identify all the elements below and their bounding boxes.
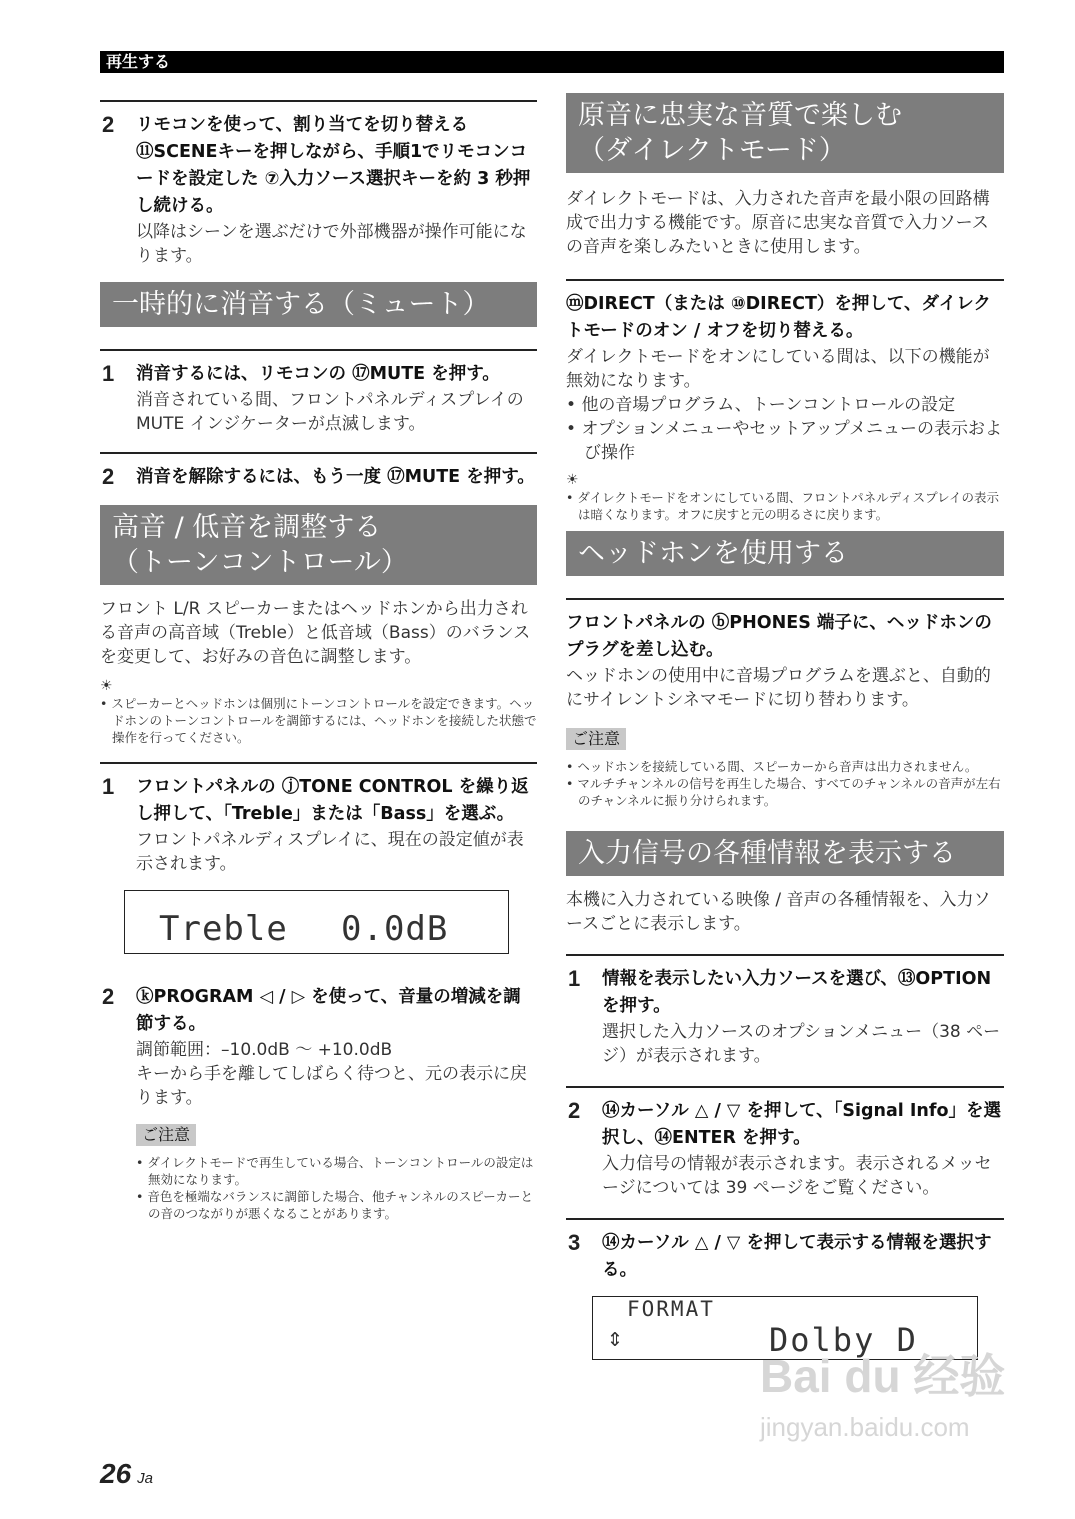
step-range: 調節範囲：–10.0dB ～ +10.0dB [136, 1040, 393, 1060]
direct-instruction: ⓜDIRECT（または ⑩DIRECT）を押して、ダイレクトモードのオン / オフを切り替える。 [566, 294, 991, 341]
updown-arrow-icon: ⇕ [607, 1323, 623, 1353]
direct-hint [566, 471, 1004, 523]
info-step-1 [566, 954, 1004, 1068]
lcd-label: Treble [159, 909, 288, 949]
step-instruction: 消音を解除するには、もう一度 ⑰MUTE を押す。 [136, 467, 535, 487]
page-number [100, 1458, 153, 1490]
mute-heading: 一時的に消音する（ミュート） [100, 282, 537, 327]
step-number: 3 [568, 1230, 581, 1255]
mute-step-2 [100, 452, 537, 491]
step-instruction: 消音するには、リモコンの ⑰MUTE を押す。 [136, 364, 500, 384]
step-instruction: フロントパネルの ⓙTONE CONTROL を繰り返し押して、「Treble」または「Bass」を選ぶ。 [136, 777, 529, 824]
tone-heading-line1: 高音 / 低音を調整する [112, 512, 382, 543]
direct-disabled-item: • オプションメニューやセットアップメニューの表示および操作 [566, 419, 1003, 463]
hint-item: • スピーカーとヘッドホンは個別にトーンコントロールを設定できます。ヘッドホンのトーンコントロールを調節するには、ヘッドホンを接続した状態で操作を行ってください。 [100, 696, 537, 745]
tone-heading [100, 505, 537, 585]
tone-step-2 [100, 974, 537, 1222]
step-description: 消音されている間、フロントパネルディスプレイの MUTE インジケーターが点滅します。 [136, 390, 524, 434]
step-instruction: ⓚPROGRAM ◁ / ▷ を使って、音量の増減を調節する。 [136, 987, 521, 1034]
direct-step [566, 279, 1004, 523]
step-number: 1 [102, 361, 115, 386]
step-instruction: 情報を表示したい入力ソースを選び、⑬OPTION を押す。 [602, 969, 992, 1016]
direct-description: ダイレクトモードをオンにしている間は、以下の機能が無効になります。 [566, 347, 990, 391]
section-header-bar [100, 51, 1004, 73]
phones-step [566, 598, 1004, 809]
page-language: Ja [137, 1470, 153, 1487]
caution-item: • ヘッドホンを接続している間、スピーカーから音声は出力されません。 [566, 759, 978, 774]
phones-description: ヘッドホンの使用中に音場プログラムを選ぶと、自動的にサイレントシネマモードに切り替わります。 [566, 666, 991, 710]
step-instruction: ⑭カーソル △ / ▽ を押して、「Signal Info」を選択し、⑭ENTER を押す。 [602, 1101, 1001, 1148]
direct-intro: ダイレクトモードは、入力された音声を最小限の回路構成で出力する機能です。原音に忠実な音質で入力ソースの音声を楽しみたいときに使用します。 [566, 189, 990, 257]
tone-hint [100, 677, 537, 746]
right-column [566, 93, 1004, 1374]
lcd-line1: FORMAT [627, 1297, 715, 1321]
step-remote-scene [100, 100, 537, 268]
tone-intro: フロント L/R スピーカーまたはヘッドホンから出力される音声の高音域（Treble）と低音域（Bass）のバランスを変更して、お好みの音色に調整します。 [100, 599, 531, 667]
caution-item: • ダイレクトモードで再生している場合、トーンコントロールの設定は無効になります。 [136, 1155, 534, 1187]
phones-instruction: フロントパネルの ⓑPHONES 端子に、ヘッドホンのプラグを差し込む。 [566, 613, 992, 660]
step-description: 入力信号の情報が表示されます。表示されるメッセージについては 39 ページをご覧ください。 [602, 1154, 992, 1198]
page-number-value: 26 [100, 1458, 132, 1489]
info-step-3 [566, 1218, 1004, 1360]
step-number: 2 [102, 464, 115, 489]
left-column [100, 100, 537, 1236]
direct-heading-line2: （ダイレクトモード） [578, 135, 846, 166]
step-description: フロントパネルディスプレイに、現在の設定値が表示されます。 [136, 830, 524, 874]
info-step-2 [566, 1086, 1004, 1200]
info-heading: 入力信号の各種情報を表示する [566, 831, 1004, 876]
step-number: 1 [102, 774, 115, 799]
step-instruction: ⑭カーソル △ / ▽ を押して表示する情報を選択する。 [602, 1233, 992, 1280]
mute-step-1 [100, 349, 537, 436]
direct-disabled-item: • 他の音場プログラム、トーンコントロールの設定 [566, 395, 956, 415]
step-description: キーから手を離してしばらく待つと、元の表示に戻ります。 [136, 1064, 527, 1108]
caution-label: ご注意 [136, 1124, 196, 1146]
caution-label: ご注意 [566, 728, 626, 750]
step-number: 2 [102, 112, 115, 137]
lcd-display-treble [124, 890, 509, 954]
watermark [760, 1340, 1005, 1443]
caution-item: • マルチチャンネルの信号を再生した場合、すべてのチャンネルの音声が左右のチャンネルに振り分けられます。 [566, 776, 1001, 808]
step-description: 選択した入力ソースのオプションメニュー（38 ページ）が表示されます。 [602, 1022, 1001, 1066]
section-header-title: 再生する [106, 52, 171, 71]
step-description: 以降はシーンを選ぶだけで外部機器が操作可能になります。 [136, 222, 527, 266]
watermark-logo: Bai du 经验 [760, 1350, 1006, 1402]
step-number: 2 [102, 984, 115, 1009]
hint-item: • ダイレクトモードをオンにしている間、フロントパネルディスプレイの表示は暗くなります。オフに戻すと元の明るさに戻ります。 [566, 490, 999, 522]
step-instruction: リモコンを使って、割り当てを切り替える ⑪SCENEキーを押しながら、手順1でリモコンコードを設定した ⑦入力ソース選択キーを約 3 秒押し続ける。 [136, 115, 531, 216]
lcd-value: Dolby D [769, 1321, 918, 1359]
step-number: 2 [568, 1098, 581, 1123]
caution-item: • 音色を極端なバランスに調節した場合、他チャンネルのスピーカーとの音のつながりが悪くなることがあります。 [136, 1189, 533, 1221]
watermark-url: jingyan.baidu.com [760, 1412, 970, 1442]
light-bulb-icon: ☀ [100, 678, 113, 694]
direct-heading-line1: 原音に忠実な音質で楽しむ [578, 100, 902, 131]
direct-heading [566, 93, 1004, 173]
tone-heading-line2: （トーンコントロール） [112, 547, 408, 578]
light-bulb-icon: ☀ [566, 472, 579, 488]
info-intro: 本機に入力されている映像 / 音声の各種情報を、入力ソースごとに表示します。 [566, 890, 991, 934]
lcd-value: 0.0dB [341, 909, 449, 949]
step-number: 1 [568, 966, 581, 991]
phones-heading: ヘッドホンを使用する [566, 531, 1004, 576]
tone-step-1 [100, 762, 537, 954]
